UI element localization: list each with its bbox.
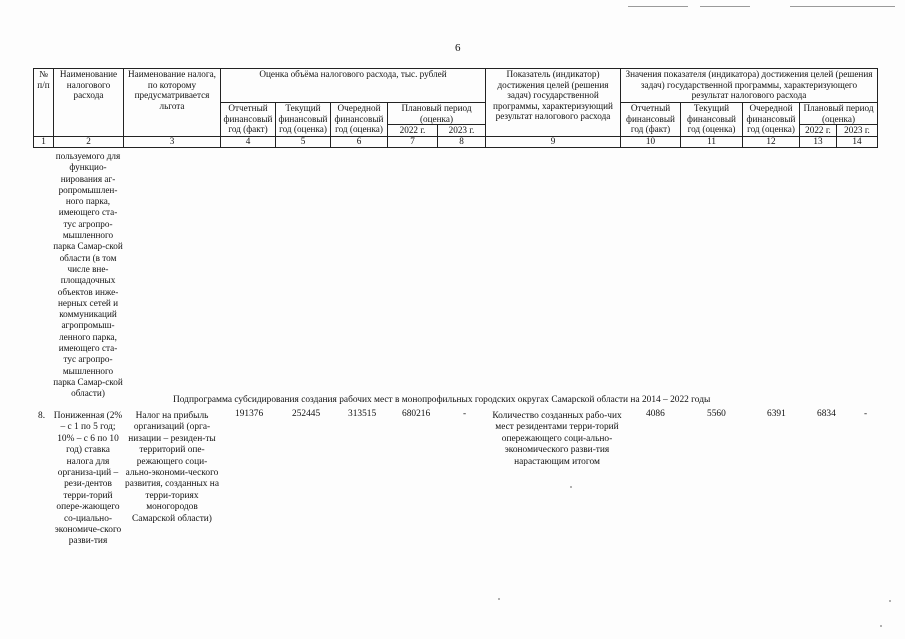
row-8-indicator-next-value: 6391 (767, 409, 786, 419)
col-number: 6 (331, 136, 388, 147)
col-number: 2 (54, 136, 124, 147)
col-name-header: Наименование налогового расхода (54, 69, 124, 137)
row-8-2023-value: - (463, 409, 467, 419)
row-8-report-year-value: 191376 (235, 409, 264, 419)
row-8-indicator-2022-value: 6834 (817, 409, 836, 419)
col-number: 7 (388, 136, 438, 147)
report-year-header-2: Отчетный финансовый год (факт) (621, 103, 681, 137)
plan-period-header-2: Плановый период (оценка) (800, 103, 878, 125)
page-number: 6 (455, 42, 461, 54)
col-number: 13 (800, 136, 837, 147)
row-8-current-year-value: 252445 (292, 409, 321, 419)
year-2022-header: 2022 г. (388, 125, 438, 137)
col-no-header: № п/п (34, 69, 54, 137)
col-number: 3 (124, 136, 221, 147)
top-rule-2 (700, 6, 750, 7)
scan-speck (880, 625, 882, 627)
next-year-header-2: Очередной финансовый год (оценка) (743, 103, 800, 137)
col-estimate-header: Оценка объёма налогового расхода, тыс. рублей (221, 69, 486, 103)
col-number: 11 (681, 136, 743, 147)
top-rule-1 (628, 6, 688, 7)
col-number: 5 (276, 136, 331, 147)
row-8-indicator-current-value: 5560 (707, 409, 726, 419)
subprogram-title: Подпрограмма субсидирования создания рабочих мест в монопрофильных городских округах Самарской области на 2014 – 2022 годы (173, 395, 711, 405)
row-8-indicator: Количество созданных рабо-чих мест резидентами терри-торий опережающего соци-ально-экономического разви-тия нарастающим итогом (492, 411, 622, 467)
year-2022-header-2: 2022 г. (800, 125, 837, 137)
year-2023-header: 2023 г. (438, 125, 486, 137)
col-number: 8 (438, 136, 486, 147)
current-year-header-2: Текущий финансовый год (оценка) (681, 103, 743, 137)
top-rule-3 (790, 6, 895, 7)
row-8-indicator-2023-value: - (864, 409, 868, 419)
current-year-header: Текущий финансовый год (оценка) (276, 103, 331, 137)
row-8-2022-value: 680216 (402, 409, 431, 419)
next-year-header: Очередной финансовый год (оценка) (331, 103, 388, 137)
scan-speck (570, 486, 572, 488)
col-indicator-header: Показатель (индикатор) достижения целей (решения задач) государственной программы, характеризующий результат налогового расхода (486, 69, 621, 137)
continued-row-name: пользуемого для функцио-нирования аг-ропромышлен-ного парка, имеющего ста-тус агропро-мышленного парка Самар-ской области (в том числе вне-площадочных объектов инже-нерных сетей и коммуникаций агропромыш-ленного парка, имеющего ста-тус агропро-мышленного парка Самар-ской области) (53, 151, 123, 399)
row-8-indicator-report-value: 4086 (646, 409, 665, 419)
col-values-header: Значения показателя (индикатора) достижения целей (решения задач) государственной программы, характеризующего результат налогового расхода (621, 69, 878, 103)
row-8-number: 8. (38, 411, 46, 421)
col-number: 14 (837, 136, 878, 147)
row-8-next-year-value: 313515 (348, 409, 377, 419)
col-number: 12 (743, 136, 800, 147)
row-8-name: Пониженная (2% – с 1 по 5 год; 10% – с 6 по 10 год) ставка налога для организа-ций – рези-дентов терри-торий опере-жающего со-циально-экономиче-ского разви-тия (53, 411, 123, 547)
scan-speck (498, 598, 500, 600)
header-table (33, 68, 878, 148)
col-tax-header: Наименование налога, по которому предусматривается льгота (124, 69, 221, 137)
report-year-header: Отчетный финансовый год (факт) (221, 103, 276, 137)
col-number: 1 (34, 136, 54, 147)
col-number: 4 (221, 136, 276, 147)
scan-speck (889, 600, 891, 602)
row-8-tax: Налог на прибыль организаций (орга-низации – резиден-ты территорий опе-режающего соци-ально-экономи-ческого развития, созданных на терри-ториях моногородов Самарской области) (125, 411, 219, 524)
col-number: 9 (486, 136, 621, 147)
plan-period-header: Плановый период (оценка) (388, 103, 486, 125)
col-number: 10 (621, 136, 681, 147)
year-2023-header-2: 2023 г. (837, 125, 878, 137)
